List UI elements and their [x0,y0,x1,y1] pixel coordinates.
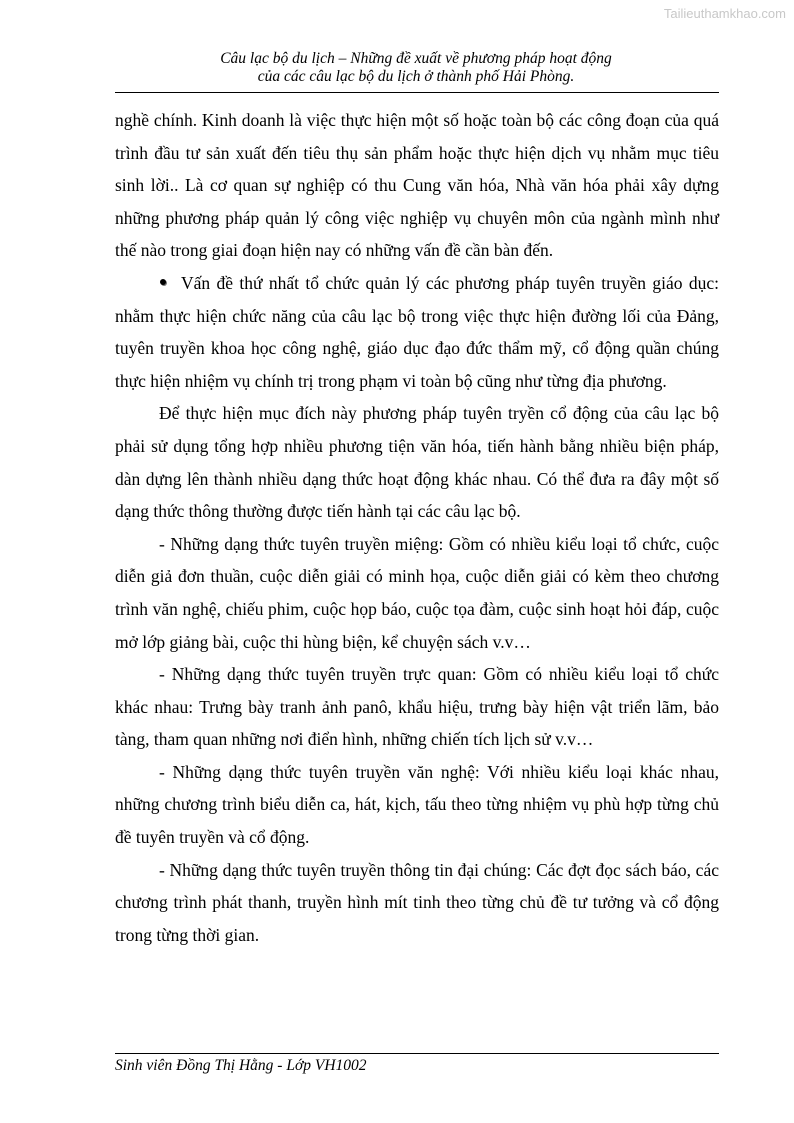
page-body [115,104,719,951]
running-header [115,50,717,86]
paragraph-4: - Những dạng thức tuyên truyền miệng: Gồm có nhiều kiểu loại tổ chức, cuộc diễn giả đơn thuần, cuộc diễn giải có minh họa, cuộc diễn giải có kèm theo chương trình văn nghệ, chiếu phim, cuộc họp báo, cuộc tọa đàm, cuộc sinh hoạt hỏi đáp, cuộc mở lớp giảng bài, cuộc thi hùng biện, kể chuyện sách v.v… [115,533,719,652]
paragraph-6: - Những dạng thức tuyên truyền văn nghệ: Với nhiều kiểu loại khác nhau, những chương trình biểu diễn ca, hát, kịch, tấu theo từng nhiệm vụ phù hợp từng chủ đề tuyên truyền và cổ động. [115,761,719,848]
watermark: Tailieuthamkhao.com [663,6,786,21]
paragraph-3: Để thực hiện mục đích này phương pháp tuyên tryền cổ động của câu lạc bộ phải sử dụng tổng hợp nhiều phương tiện văn hóa, tiến hành bằng nhiều biện pháp, dàn dựng lên thành nhiều dạng thức hoạt động khác nhau. Có thể đưa ra đây một số dạng thức thông thường được tiến hành tại các câu lạc bộ. [115,403,719,522]
footer-divider [115,1053,719,1054]
paragraph-1: nghề chính. Kinh doanh là việc thực hiện một số hoặc toàn bộ các công đoạn của quá trình đầu tư sản xuất đến tiêu thụ sản phẩm hoặc thực hiện dịch vụ nhằm mục tiêu sinh lời.. Là cơ quan sự nghiệp có thu Cung văn hóa, Nhà văn hóa phải xây dựng những phương pháp quản lý công việc nghiệp vụ chuyên môn của ngành mình như thế nào trong giai đoạn hiện nay có những vấn đề cần bàn đến. [115,110,719,261]
paragraph-5: - Những dạng thức tuyên truyền trực quan: Gồm có nhiều kiểu loại tổ chức khác nhau: Trưng bày tranh ảnh panô, khẩu hiệu, trưng bày hiện vật triển lãm, bảo tàng, tham quan những nơi điển hình, những chiến tích lịch sử v.v… [115,664,719,750]
footer-author: Sinh viên Đồng Thị Hằng - Lớp VH1002 [115,1057,367,1074]
bullet-icon [159,278,168,287]
header-line-2: của các câu lạc bộ du lịch ở thành phố Hải Phòng. [257,68,575,85]
header-divider [115,92,719,93]
paragraph-2-bullet [115,267,719,397]
paragraph-2-text: Vấn đề thứ nhất tổ chức quản lý các phương pháp tuyên truyền giáo dục: nhằm thực hiện chức năng của câu lạc bộ trong việc thực hiện đường lối của Đảng, tuyên truyền khoa học công nghệ, giáo dục đạo đức thẩm mỹ, cổ động quần chúng thực hiện nhiệm vụ chính trị trong phạm vi toàn bộ cũng như từng địa phương. [115,272,719,391]
header-line-1: Câu lạc bộ du lịch – Những đề xuất về phương pháp hoạt động [220,50,612,67]
paragraph-7: - Những dạng thức tuyên truyền thông tin đại chúng: Các đợt đọc sách báo, các chương trình phát thanh, truyền hình mít tinh theo từng chủ đề tư tưởng và cổ động trong từng thời gian. [115,859,719,945]
